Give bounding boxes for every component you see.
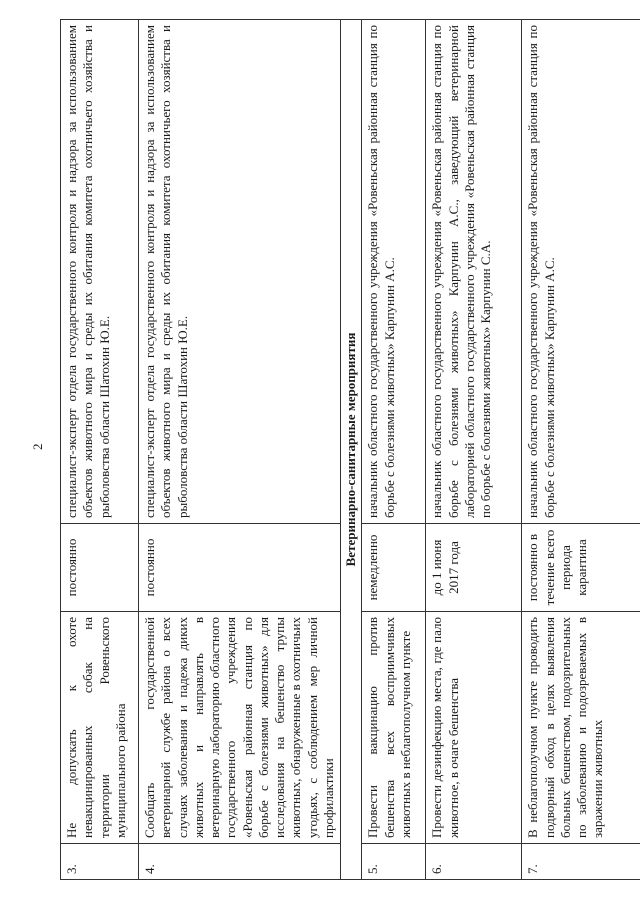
responsible-cell: начальник областного государственного учреждения «Ровеньская районная станция по борьбе с болезнями животных» Карпунин А.С. [522,20,640,524]
responsible-cell: специалист-эксперт отдела государственного контроля и надзора за использованием объектов животного мира и среды их обитания комитета охотничьего хозяйства и рыболовства области Шатохин Ю.Е. [61,20,139,524]
deadline-cell: постоянно [61,524,139,612]
table-row [139,20,341,880]
row-number: 4. [139,844,341,880]
responsible-cell: начальник областного государственного учреждения «Ровеньская районная станция по борьбе с болезнями животных» Карпунин А.С., заведующий ветеринарной лабораторией областного государственного учреждения «Ровеньская районная станция по борьбе с болезнями животных» Карпунин С.А. [426,20,522,524]
deadline-cell: до 1 июня 2017 года [426,524,522,612]
measures-table [60,19,640,880]
table-row [522,20,640,880]
row-number: 5. [362,844,426,880]
measure-cell: Не допускать к охоте невакцинированных собак на территории Ровеньского муниципального района [61,612,139,844]
rotated-table-wrapper [60,20,606,880]
table-row [61,20,139,880]
table-row [362,20,426,880]
responsible-cell: специалист-эксперт отдела государственного контроля и надзора за использованием объектов животного мира и среды их обитания комитета охотничьего хозяйства и рыболовства области Шатохин Ю.Е. [139,20,341,524]
page-number: 2 [30,443,45,450]
row-number: 7. [522,844,640,880]
deadline-cell: немедленно [362,524,426,612]
table-row [426,20,522,880]
deadline-cell: постоянно [139,524,341,612]
section-row [341,20,362,880]
section-title: Ветеринарно-санитарные мероприятия [341,20,362,880]
row-number: 6. [426,844,522,880]
measure-cell: Провести дезинфекцию места, где пало животное, в очаге бешенства [426,612,522,844]
measure-cell: Сообщать государственной ветеринарной службе района о всех случаях заболевания и падежа диких животных и направлять в ветеринарную лабораторию областного государственного учреждения «Ровеньская районная станция по борьбе с болезнями животных» для исследования на бешенство трупы животных, обнаруженные в охотничьих угодьях, с соблюдением мер личной профилактики [139,612,341,844]
measure-cell: Провести вакцинацию против бешенства всех восприимчивых животных в неблагополучном пункте [362,612,426,844]
measure-cell: В неблагополучном пункте проводить подворный обход в целях выявления больных бешенством, подозрительных по заболеванию и подозреваемых в заражении животных [522,612,640,844]
deadline-cell: постоянно в течение всего периода карантина [522,524,640,612]
responsible-cell: начальник областного государственного учреждения «Ровеньская районная станция по борьбе с болезнями животных» Карпунин А.С. [362,20,426,524]
row-number: 3. [61,844,139,880]
